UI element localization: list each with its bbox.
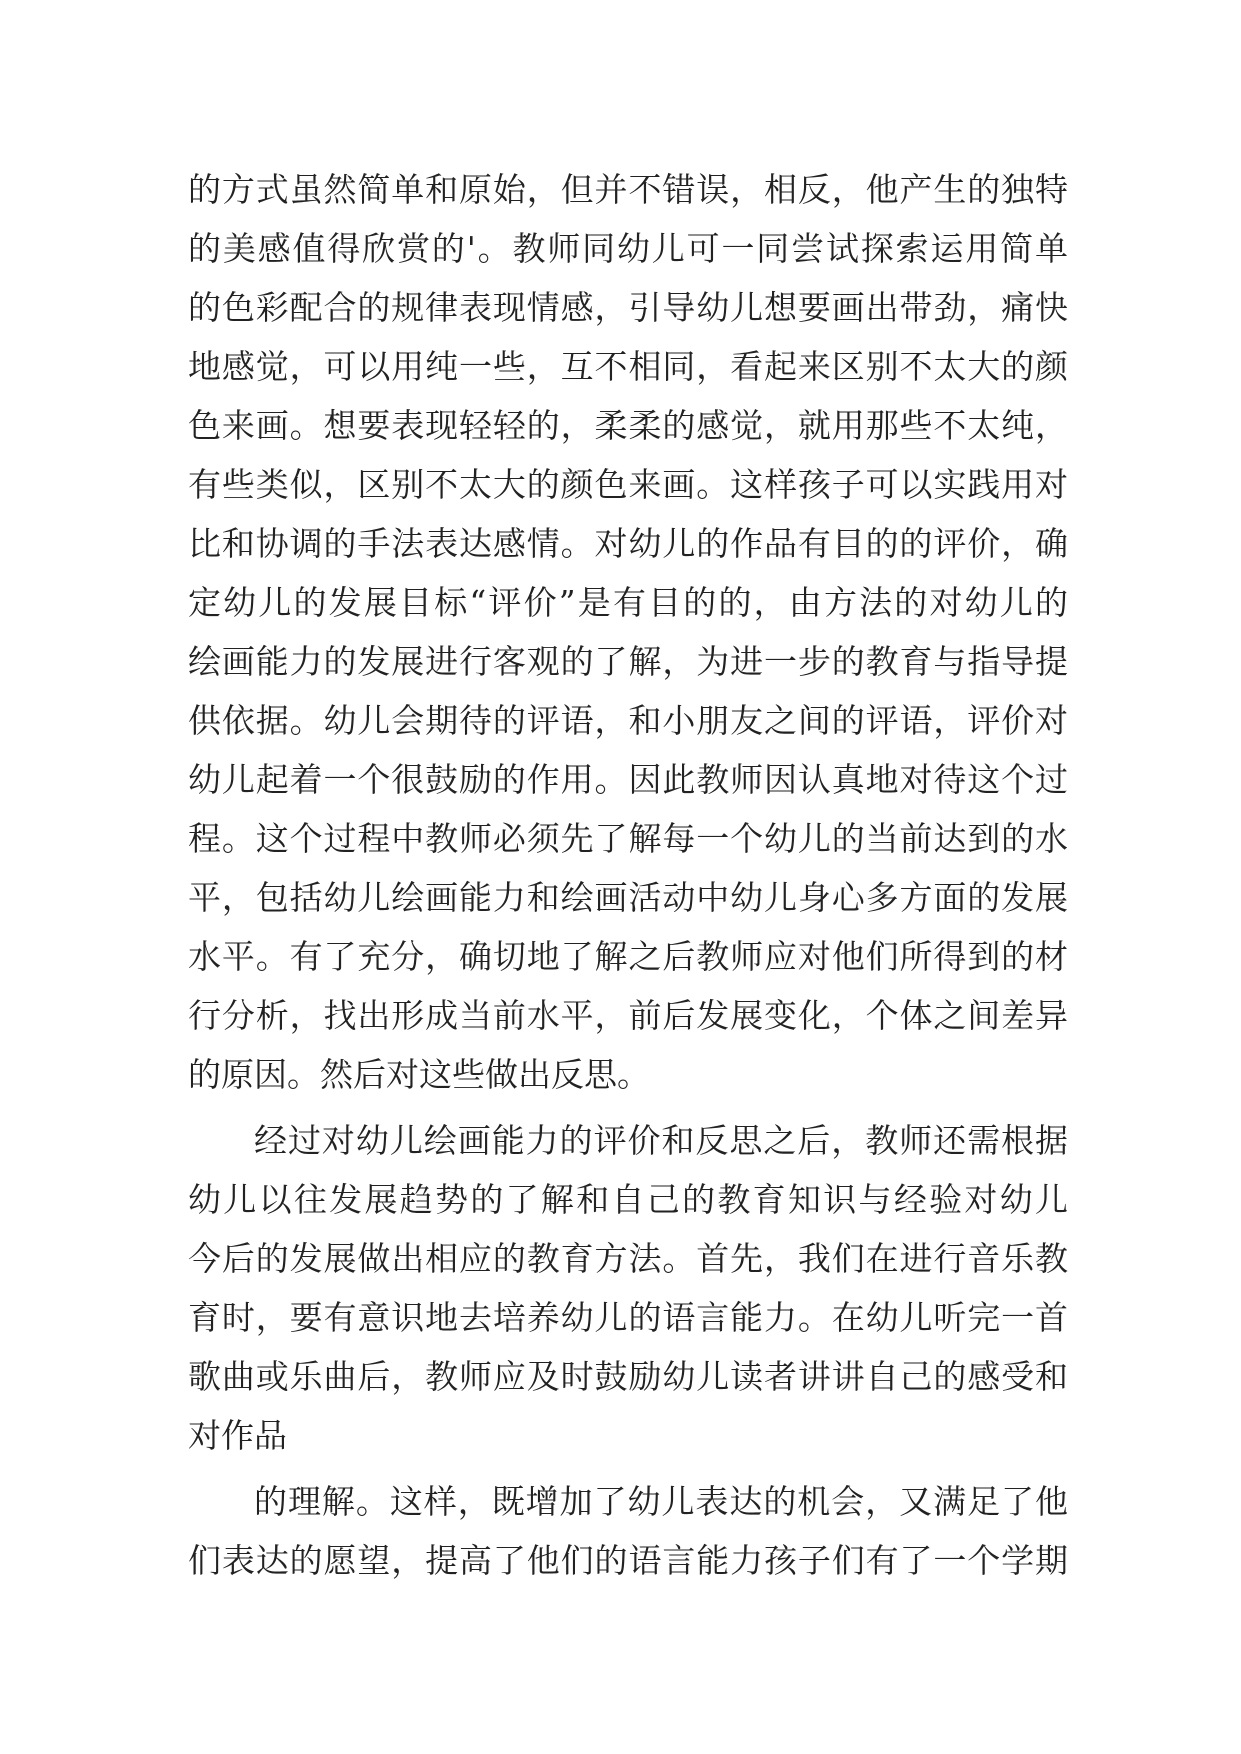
text-line: 地感觉，可以用纯一些，互不相同，看起来区别不太大的颜 — [188, 347, 1068, 386]
paragraph-3 — [188, 1472, 1068, 1590]
text-line: 的美感值得欣赏的'。教师同幼儿可一同尝试探索运用简单 — [188, 229, 1068, 268]
paragraph-spacer — [188, 1465, 1068, 1472]
text-line: 经过对幼儿绘画能力的评价和反思之后，教师还需根据 — [254, 1121, 1068, 1160]
text-line: 育时，要有意识地去培养幼儿的语言能力。在幼儿听完一首 — [188, 1298, 1068, 1337]
text-line: 行分析，找出形成当前水平，前后发展变化，个体之间差异 — [188, 996, 1068, 1035]
text-line: 对作品 — [188, 1416, 287, 1455]
text-line: 绘画能力的发展进行客观的了解，为进一步的教育与指导提 — [188, 642, 1068, 681]
text-line: 平，包括幼儿绘画能力和绘画活动中幼儿身心多方面的发展 — [188, 878, 1068, 917]
text-line: 的理解。这样，既增加了幼儿表达的机会，又满足了他 — [254, 1482, 1068, 1521]
text-line: 色来画。想要表现轻轻的，柔柔的感觉，就用那些不太纯， — [188, 406, 1068, 445]
document-body — [188, 160, 1068, 1590]
paragraph-2 — [188, 1111, 1068, 1465]
text-line: 今后的发展做出相应的教育方法。首先，我们在进行音乐教 — [188, 1239, 1068, 1278]
text-line: 有些类似，区别不太大的颜色来画。这样孩子可以实践用对 — [188, 465, 1068, 504]
text-line: 的色彩配合的规律表现情感，引导幼儿想要画出带劲，痛快 — [188, 288, 1068, 327]
text-line: 幼儿以往发展趋势的了解和自己的教育知识与经验对幼儿 — [188, 1180, 1068, 1219]
text-line: 程。这个过程中教师必须先了解每一个幼儿的当前达到的水 — [188, 819, 1068, 858]
text-line: 水平。有了充分，确切地了解之后教师应对他们所得到的材 — [188, 937, 1068, 976]
text-line: 定幼儿的发展目标“评价”是有目的的，由方法的对幼儿的 — [188, 583, 1068, 622]
text-line: 歌曲或乐曲后，教师应及时鼓励幼儿读者讲讲自己的感受和 — [188, 1357, 1068, 1396]
paragraph-1 — [188, 160, 1068, 1104]
text-line: 的原因。然后对这些做出反思。 — [188, 1055, 650, 1094]
text-line: 供依据。幼儿会期待的评语，和小朋友之间的评语，评价对 — [188, 701, 1068, 740]
paragraph-spacer — [188, 1104, 1068, 1111]
text-line: 幼儿起着一个很鼓励的作用。因此教师因认真地对待这个过 — [188, 760, 1068, 799]
text-line: 们表达的愿望，提高了他们的语言能力孩子们有了一个学期 — [188, 1541, 1068, 1580]
text-line: 比和协调的手法表达感情。对幼儿的作品有目的的评价，确 — [188, 524, 1068, 563]
text-line: 的方式虽然简单和原始，但并不错误，相反，他产生的独特 — [188, 170, 1068, 209]
